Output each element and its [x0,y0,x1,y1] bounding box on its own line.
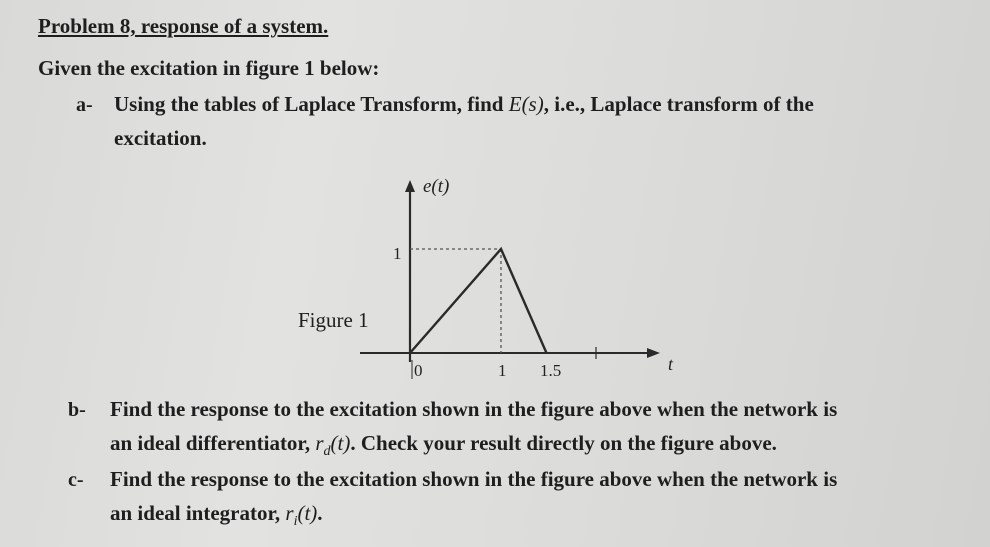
item-b-line-2 [110,431,777,460]
laplace-variable: (s) [521,92,544,116]
laplace-symbol: E [508,92,522,116]
y-tick-label: 1 [393,244,402,263]
item-c-marker: c- [68,469,84,491]
y-axis-label: e(t) [423,176,450,197]
figure-label: Figure 1 [298,308,369,332]
item-c-text-post: . [317,501,323,525]
x-tick-label-0: 0 [414,361,423,380]
excitation-figure [360,170,700,385]
item-a-text-post: , i.e., Laplace transform of the [543,92,814,116]
item-c-line-2 [110,501,323,530]
item-b-line-1: Find the response to the excitation shown in the figure above when the network is [110,397,838,421]
item-b-marker: b- [68,399,86,421]
x-tick-label-1: 1 [498,361,507,380]
y-axis-arrowhead [405,180,415,192]
item-a-marker: a- [76,94,93,116]
problem-intro: Given the excitation in figure 1 below: [38,56,380,80]
item-b-text-post: . Check your result directly on the figure above. [350,431,777,455]
x-axis-arrowhead [647,348,660,358]
problem-title: Problem 8, response of a system. [38,14,329,38]
item-c-text-pre: an ideal integrator, [110,501,286,525]
item-a-line-2: excitation. [114,126,207,150]
x-axis-label: t [668,354,674,374]
item-a-text-pre: Using the tables of Laplace Transform, find [114,92,509,116]
integrator-response-symbol: $r_i(t)$ [285,501,318,530]
item-c-line-1: Find the response to the excitation shown in the figure above when the network is [110,467,838,491]
item-b-text-pre: an ideal differentiator, [110,431,316,455]
item-a-line-1 [114,92,814,117]
differentiator-response-symbol: $r_d(t)$ [315,431,351,460]
x-tick-label-1-5: 1.5 [540,361,562,380]
excitation-signal [410,249,547,353]
